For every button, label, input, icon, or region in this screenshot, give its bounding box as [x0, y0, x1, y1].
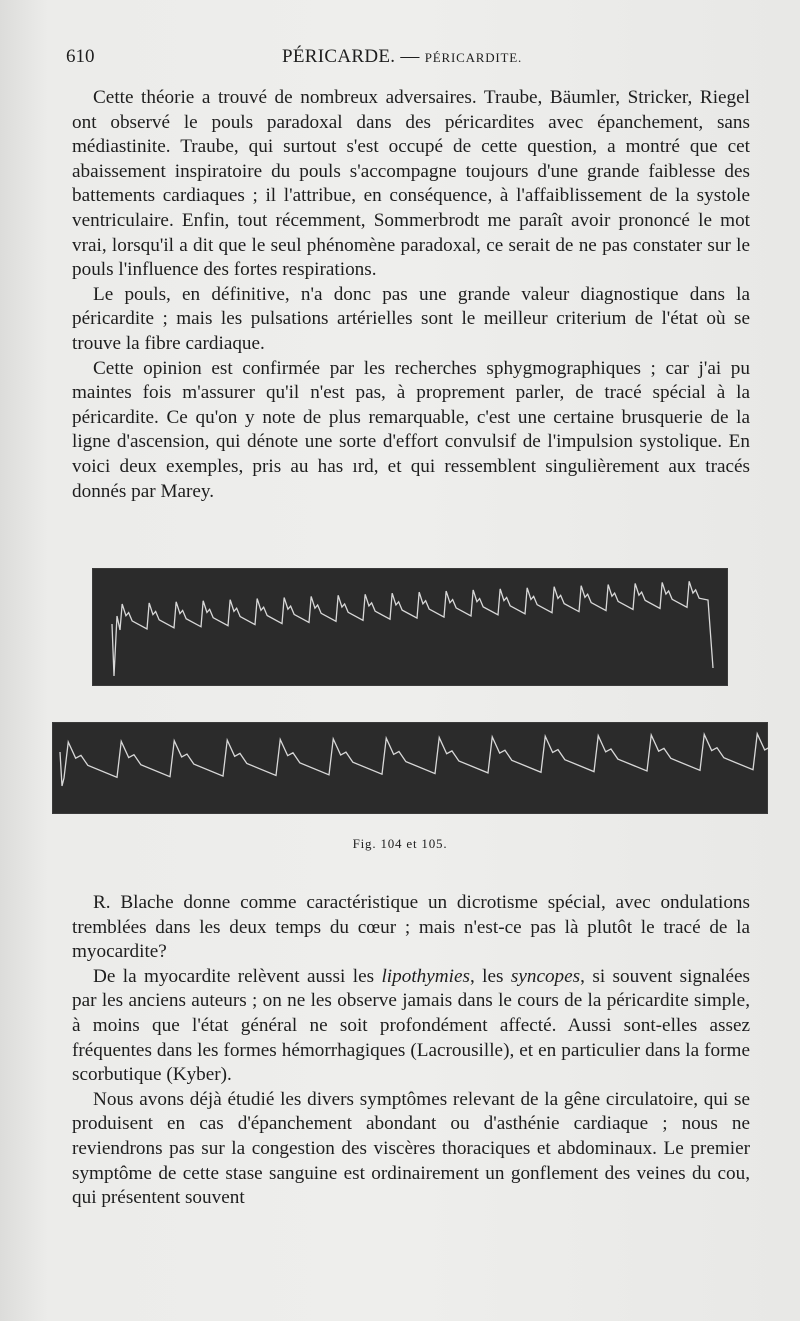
sphygmograph-trace-figure-104: [92, 568, 728, 686]
paragraph: Cette théorie a trouvé de nombreux adversaires. Traube, Bäumler, Stricker, Riegel ont observé le pouls paradoxal dans des péricardites avec épanchement, sans médiastinite. Traube, qui surtout s'est occupé de cette question, a montré que cet abaissement inspiratoire du pouls s'accompagne toujours d'une grande faiblesse des battements cardiaques ; il l'attribue, en conséquence, à l'affaiblissement de la systole ventriculaire. Enfin, tout récemment, Sommerbrodt me paraît avoir prononcé le mot vrai, lorsqu'il a dit que le seul phénomène paradoxal, ce serait de ne pas constater sur le pouls l'influence des fortes respirations.: [72, 87, 750, 281]
text-block-bottom: [72, 891, 750, 1211]
paragraph: Le pouls, en définitive, n'a donc pas une grande valeur diagnostique dans la péricardite ; mais les pulsations artérielles sont le meilleur criterium de l'état où se trouve la fibre cardiaque.: [72, 283, 750, 354]
page-number: 610: [66, 46, 95, 67]
pulse-trace-line: [112, 581, 713, 676]
figure-caption: Fig. 104 et 105.: [352, 836, 448, 851]
emphasis-term: syncopes: [510, 965, 581, 987]
running-title: [282, 46, 522, 68]
paragraph: Nous avons déjà étudié les divers symptômes relevant de la gêne circulatoire, qui se produisent en cas d'épanchement abondant ou d'asthénie cardiaque ; nous ne reviendrons pas sur la congestion des viscères thoraciques et abdominaux. Le premier symptôme de cette stase sanguine est ordinairement un gonflement des veines du cou, qui présentent souvent: [72, 1088, 750, 1209]
sphygmograph-trace-figure-105: [52, 722, 768, 814]
emphasis-term: lipothymies: [381, 965, 470, 987]
paragraph: Cette opinion est confirmée par les recherches sphygmographiques ; car j'ai pu maintes fois m'assurer qu'il n'est pas, à proprement parler, de tracé spécial à la péricardite. Ce qu'on y note de plus remarquable, c'est une certaine brusquerie de la ligne d'ascension, qui dénote une sorte d'effort convulsif de l'impulsion systolique. En voici deux exemples, pris au has ırd, et qui ressemblent singulièrement aux tracés donnés par Marey.: [72, 357, 750, 502]
running-title-main: PÉRICARDE. —: [282, 46, 420, 67]
paragraph: R. Blache donne comme caractéristique un dicrotisme spécial, avec ondulations tremblées dans les deux temps du cœur ; mais n'est-ce pas là plutôt le tracé de la myocardite?: [72, 892, 750, 963]
pulse-trace-line: [60, 734, 768, 786]
paragraph: De la myocardite relèvent aussi les lipothymies, les syncopes, si souvent signalées par les anciens auteurs ; on ne les observe jamais dans le cours de la péricardite simple, à moins que l'état général ne soit profondément affecté. Aussi sont-elles assez fréquentes dans les formes hémorrhagiques (Lacrousille), et en particulier dans la forme scorbutique (Kyber).: [72, 965, 750, 1086]
text-block-top: [72, 86, 750, 504]
running-title-sub: PÉRICARDITE.: [424, 50, 523, 65]
running-head: [66, 46, 756, 72]
